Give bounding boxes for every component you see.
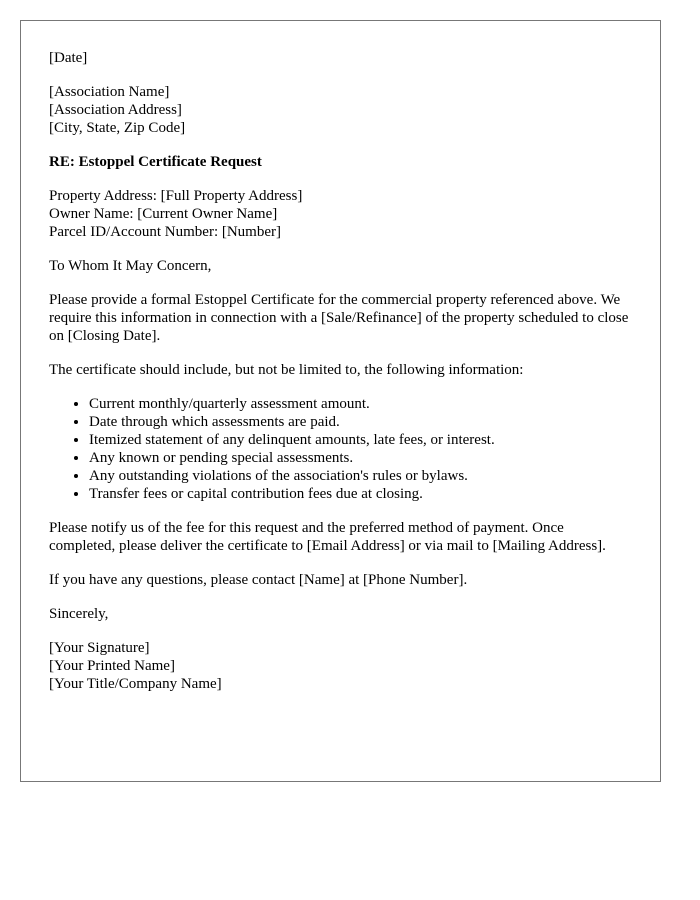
- list-item: • Any outstanding violations of the association's rules or bylaws.: [89, 467, 631, 485]
- salutation: To Whom It May Concern,: [49, 258, 212, 274]
- property-details: [49, 187, 631, 241]
- owner-name: Owner Name: [Current Owner Name]: [49, 206, 278, 222]
- association-city-state-zip: [City, State, Zip Code]: [49, 120, 186, 136]
- title-company: [Your Title/Company Name]: [49, 676, 222, 692]
- recipient-block: [49, 83, 631, 137]
- required-info-list: [49, 395, 631, 503]
- parcel-id: Parcel ID/Account Number: [Number]: [49, 224, 282, 240]
- letter-document: [20, 20, 661, 782]
- signature-block: [49, 639, 631, 693]
- signature-line: [Your Signature]: [49, 640, 150, 656]
- list-item: • Transfer fees or capital contribution fees due at closing.: [89, 485, 631, 503]
- body-paragraph-contact: If you have any questions, please contact [Name] at [Phone Number].: [49, 572, 468, 588]
- association-address: [Association Address]: [49, 102, 182, 118]
- body-paragraph-request: Please provide a formal Estoppel Certificate for the commercial property referenced above. We require this information in connection with a [Sale/Refinance] of the property scheduled to close on [Closing Date].: [49, 292, 629, 344]
- list-item: • Current monthly/quarterly assessment amount.: [89, 395, 631, 413]
- association-name: [Association Name]: [49, 84, 170, 100]
- list-item: • Itemized statement of any delinquent amounts, late fees, or interest.: [89, 431, 631, 449]
- subject-line: RE: Estoppel Certificate Request: [49, 154, 262, 170]
- list-item: • Date through which assessments are paid.: [89, 413, 631, 431]
- list-item: • Any known or pending special assessments.: [89, 449, 631, 467]
- letter-date: [49, 49, 631, 67]
- body-paragraph-include: The certificate should include, but not be limited to, the following information:: [49, 362, 524, 378]
- body-paragraph-fee: Please notify us of the fee for this request and the preferred method of payment. Once completed, please deliver the certificate to [Email Address] or via mail to [Mailing Address].: [49, 520, 606, 554]
- date-text: [Date]: [49, 50, 88, 66]
- property-address: Property Address: [Full Property Address]: [49, 188, 303, 204]
- closing: Sincerely,: [49, 606, 109, 622]
- printed-name: [Your Printed Name]: [49, 658, 175, 674]
